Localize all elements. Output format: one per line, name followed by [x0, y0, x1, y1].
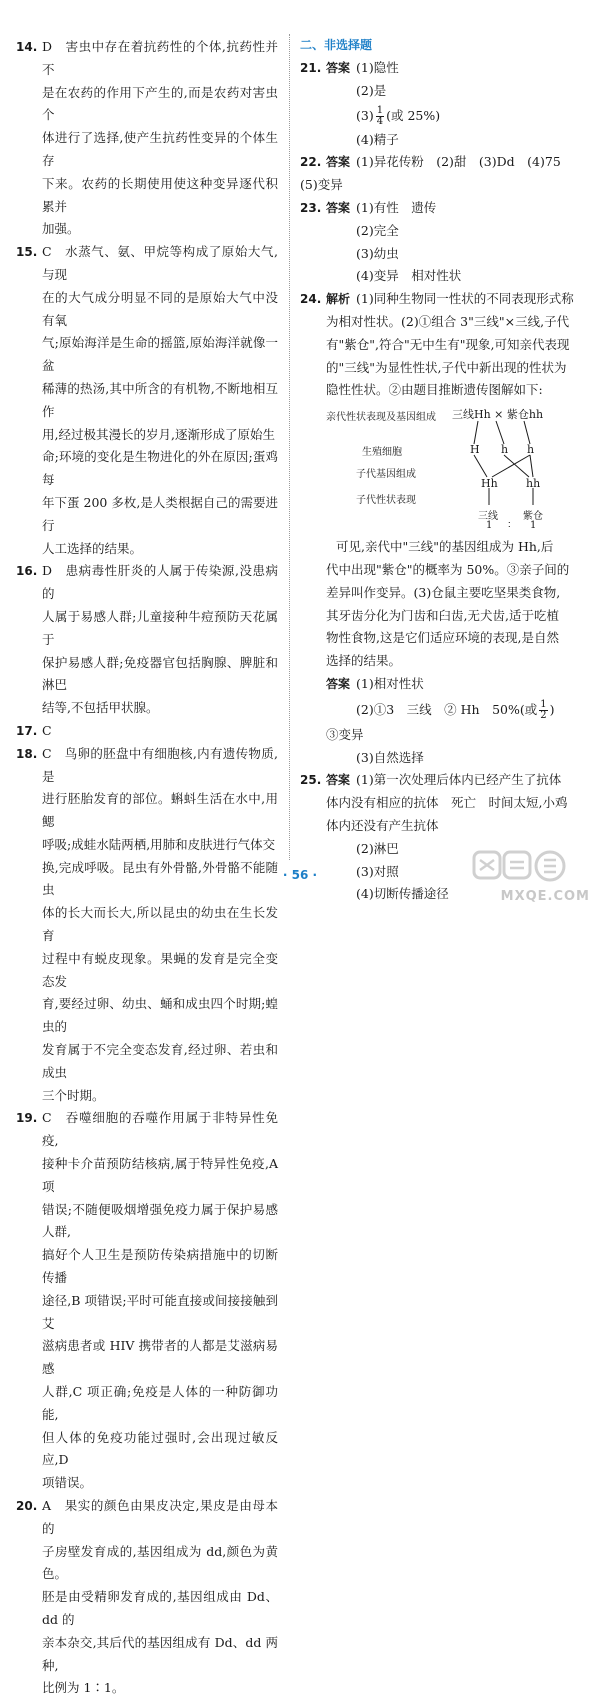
- text-line: 在的大气成分明显不同的是原始大气中没有氧: [42, 289, 278, 328]
- text-line: D 害虫中存在着抗药性的个体,抗药性并不: [42, 39, 278, 77]
- text-line: 比例为 1∶1。: [42, 1680, 125, 1696]
- answer-label: 答案: [326, 155, 351, 170]
- offspring-phenotype: 紫仓: [523, 511, 543, 523]
- text-line: C 鸟卵的胚盘中有细胞核,内有遗传物质,是: [42, 745, 278, 784]
- question-17: [16, 720, 278, 743]
- text-line: C 水蒸气、氨、甲烷等构成了原始大气,与现: [42, 244, 278, 282]
- gamete-line: [496, 421, 504, 444]
- answer-text: ③变异: [326, 726, 364, 742]
- offspring-genotype: Hh: [481, 477, 498, 491]
- text-line: 隐性性状。②由题目推断遗传图解如下:: [326, 382, 543, 398]
- gamete: h: [501, 443, 509, 457]
- gamete-line: [474, 421, 478, 444]
- gamete: h: [527, 443, 535, 457]
- parent-label: 亲代性状表现及基因组成: [326, 412, 436, 424]
- answer-text: (1)有性 遗传: [356, 199, 437, 215]
- text-line: 人群,C 项正确;免疫是人体的一种防御功能,: [42, 1384, 278, 1422]
- question-number: 16.: [16, 564, 38, 579]
- answer-label: 答案: [326, 200, 351, 215]
- answer-text: (4)精子: [356, 131, 399, 147]
- text-line: 的"三线"为显性性状,子代中新出现的性状为: [326, 359, 567, 375]
- answer-label: 答案: [326, 773, 351, 788]
- answer-text-2: [326, 696, 584, 724]
- answer-text-3: [326, 103, 584, 129]
- text-line: 过程中有蜕皮现象。果蝇的发育是完全变态发: [42, 950, 278, 989]
- question-23: [300, 197, 584, 288]
- text-line: A 果实的颜色由果皮决定,果皮是由母本的: [42, 1498, 278, 1536]
- text-line: 育,要经过卵、幼虫、蛹和成虫四个时期;蝗虫的: [42, 996, 278, 1035]
- answer-text: (1)相对性状: [356, 675, 424, 691]
- text-line: 选择的结果。: [326, 653, 402, 669]
- offspring-line: [492, 455, 530, 477]
- text-line: 人工选择的结果。: [42, 540, 143, 556]
- text-line: C: [42, 722, 52, 738]
- text-line: 结等,不包括甲状腺。: [42, 700, 159, 716]
- watermark-text: MXQE.COM: [500, 889, 590, 904]
- section-title: 二、非选择题: [300, 38, 373, 52]
- answer-text: 体内没有相应的抗体 死亡 时间太短,小鸡: [326, 795, 568, 811]
- text-line: 为相对性状。(2)①组合 3"三线"×三线,子代: [326, 313, 570, 329]
- text-line: 保护易感人群;免疫器官包括胸腺、脾脏和淋巴: [42, 654, 278, 693]
- text-line: 进行胚胎发育的部位。蝌蚪生活在水中,用鳃: [42, 791, 278, 830]
- text-line: 加强。: [42, 221, 80, 237]
- answer-text: (2)是: [356, 82, 387, 98]
- answer-text: (1)第一次处理后体内已经产生了抗体: [356, 772, 562, 788]
- text-line: 代中出现"紫仓"的概率为 50%。③亲子间的: [326, 561, 570, 577]
- text-line: 其牙齿分化为门齿和臼齿,无犬齿,适于吃植: [326, 607, 559, 623]
- answer-text: (4)变异 相对性状: [356, 268, 462, 284]
- question-20: [16, 1495, 278, 1700]
- offspring-line: [474, 455, 487, 477]
- fraction-numerator: 1: [540, 698, 547, 710]
- question-18: [16, 743, 278, 1108]
- question-15: [16, 241, 278, 560]
- answer-text: (1)异花传粉 (2)甜 (3)Dd (4)75: [356, 154, 561, 170]
- answer-label: 答案: [326, 676, 351, 691]
- text-line: 用,经过极其漫长的岁月,逐渐形成了原始生: [42, 426, 275, 442]
- genetic-cross-diagram: [326, 405, 576, 533]
- text-line: 命;环境的变化是生物进化的外在原因;蛋鸡每: [42, 449, 278, 488]
- question-14: [16, 36, 278, 241]
- gamete: H: [470, 443, 480, 457]
- answer-text: (4)切断传播途径: [356, 886, 449, 902]
- answer-text: (3)对照: [356, 863, 399, 879]
- text-line: C 吞噬细胞的吞噬作用属于非特异性免疫,: [42, 1110, 278, 1149]
- right-column: [300, 34, 584, 906]
- question-number: 23.: [300, 200, 322, 215]
- answer-text: (3)自然选择: [356, 749, 424, 765]
- text-line: 下来。农药的长期使用使这种变异逐代积累并: [42, 175, 278, 214]
- text-line: 体进行了选择,使产生抗药性变异的个体生存: [42, 130, 278, 168]
- text-line: 呼吸;成蛙水陆两栖,用肺和皮肤进行气体交: [42, 836, 276, 852]
- ratio-value: 1: [486, 520, 493, 532]
- analysis-label: 解析: [326, 292, 351, 307]
- question-number: 18.: [16, 746, 38, 761]
- text-line: 搞好个人卫生是预防传染病措施中的切断传播: [42, 1247, 278, 1286]
- question-number: 20.: [16, 1499, 38, 1513]
- question-21: [300, 57, 584, 151]
- question-22: [300, 151, 584, 197]
- answer-text: 体内还没有产生抗体: [326, 817, 439, 833]
- question-number: 22.: [300, 155, 322, 170]
- question-number: 14.: [16, 40, 38, 54]
- text-line: 滋病患者或 HIV 携带者的人都是艾滋病易感: [42, 1338, 278, 1377]
- text-line: 物性食物,这是它们适应环境的表现,是自然: [326, 630, 559, 646]
- offspring-genotype-label: 子代基因组成: [356, 469, 416, 481]
- fraction: [376, 106, 384, 127]
- gamete-line: [524, 421, 530, 444]
- question-24: [300, 288, 584, 402]
- text-line: 错误;不随便吸烟增强免疫力属于保护易感人群,: [42, 1201, 278, 1240]
- fraction: [539, 700, 547, 721]
- question-16: [16, 560, 278, 720]
- ratio-separator: ∶: [508, 520, 511, 532]
- text-line: 体的长大而长大,所以昆虫的幼虫在生长发育: [42, 905, 278, 944]
- answer-text: (3)幼虫: [356, 245, 399, 261]
- question-number: 24.: [300, 292, 322, 307]
- offspring-genotype: hh: [526, 477, 541, 491]
- text-line: 差异叫作变异。(3)仓鼠主要吃坚果类食物,: [326, 584, 561, 600]
- question-24-continued: [300, 536, 584, 769]
- column-divider: [289, 34, 290, 860]
- text-line: 稀薄的热汤,其中所含的有机物,不断地相互作: [42, 380, 278, 419]
- text-line: 项错误。: [42, 1475, 93, 1491]
- gamete-label: 生殖细胞: [362, 447, 402, 459]
- answer-text: (2)淋巴: [356, 840, 399, 856]
- parent-genotypes: 三线Hh × 紫仓hh: [452, 408, 544, 422]
- text-line: 有"紫仓",符合"无中生有"现象,可知亲代表现: [326, 336, 570, 352]
- text-line: 子房壁发育成的,基因组成为 dd,颜色为黄色。: [42, 1543, 278, 1582]
- question-number: 17.: [16, 723, 38, 738]
- offspring-phenotype-label: 子代性状表现: [356, 495, 416, 507]
- text-line: 途径,B 项错误;平时可能直接或间接接触到艾: [42, 1292, 278, 1331]
- ratio-value: 1: [530, 520, 537, 532]
- fraction-numerator: 1: [376, 104, 384, 116]
- question-number: 21.: [300, 61, 322, 75]
- answer-text: (2)完全: [356, 222, 399, 238]
- text-line: 但人体的免疫功能过强时,会出现过敏反应,D: [42, 1429, 278, 1468]
- page-number: · 56 ·: [282, 868, 318, 882]
- text-line: 胚是由受精卵发育成的,基因组成由 Dd、dd 的: [42, 1589, 278, 1627]
- answer-text: (1)隐性: [356, 60, 399, 75]
- question-number: 25.: [300, 773, 322, 788]
- question-19: [16, 1107, 278, 1495]
- fraction-denominator: 2: [540, 709, 547, 721]
- text-line: (1)同种生物同一性状的不同表现形式称: [356, 291, 574, 307]
- question-number: 15.: [16, 245, 38, 260]
- text-line: 人属于易感人群;儿童接种牛痘预防天花属于: [42, 608, 278, 647]
- question-number: 19.: [16, 1111, 38, 1126]
- text-line: 可见,亲代中"三线"的基因组成为 Hh,后: [336, 539, 554, 555]
- fraction-denominator: 4: [376, 115, 384, 127]
- text-line: 接种卡介苗预防结核病,属于特异性免疫,A 项: [42, 1156, 278, 1194]
- text-line: 换,完成呼吸。昆虫有外骨骼,外骨骼不能随虫: [42, 859, 278, 898]
- text-line: 年下蛋 200 多枚,是人类根据自己的需要进行: [42, 494, 278, 533]
- text-line: 三个时期。: [42, 1087, 105, 1103]
- answer-prefix: (2)①3 三线 ② Hh 50%(或: [356, 701, 538, 717]
- answer-label: 答案: [326, 61, 351, 75]
- text-line: 气;原始海洋是生命的摇篮,原始海洋就像一盆: [42, 335, 278, 374]
- answer-suffix: (或 25%): [386, 107, 441, 123]
- offspring-line: [530, 455, 533, 477]
- text-line: 亲本杂交,其后代的基因组成有 Dd、dd 两种,: [42, 1634, 278, 1673]
- answer-suffix: ): [549, 701, 555, 717]
- text-line: 发育属于不完全变态发育,经过卵、若虫和成虫: [42, 1042, 278, 1080]
- text-line: 是在农药的作用下产生的,而是农药对害虫个: [42, 84, 278, 123]
- text-line: D 患病毒性肝炎的人属于传染源,没患病的: [42, 563, 278, 602]
- answer-text: (5)变异: [300, 177, 343, 193]
- offspring-phenotype: 三线: [478, 511, 498, 523]
- answer-prefix: (3): [356, 107, 374, 123]
